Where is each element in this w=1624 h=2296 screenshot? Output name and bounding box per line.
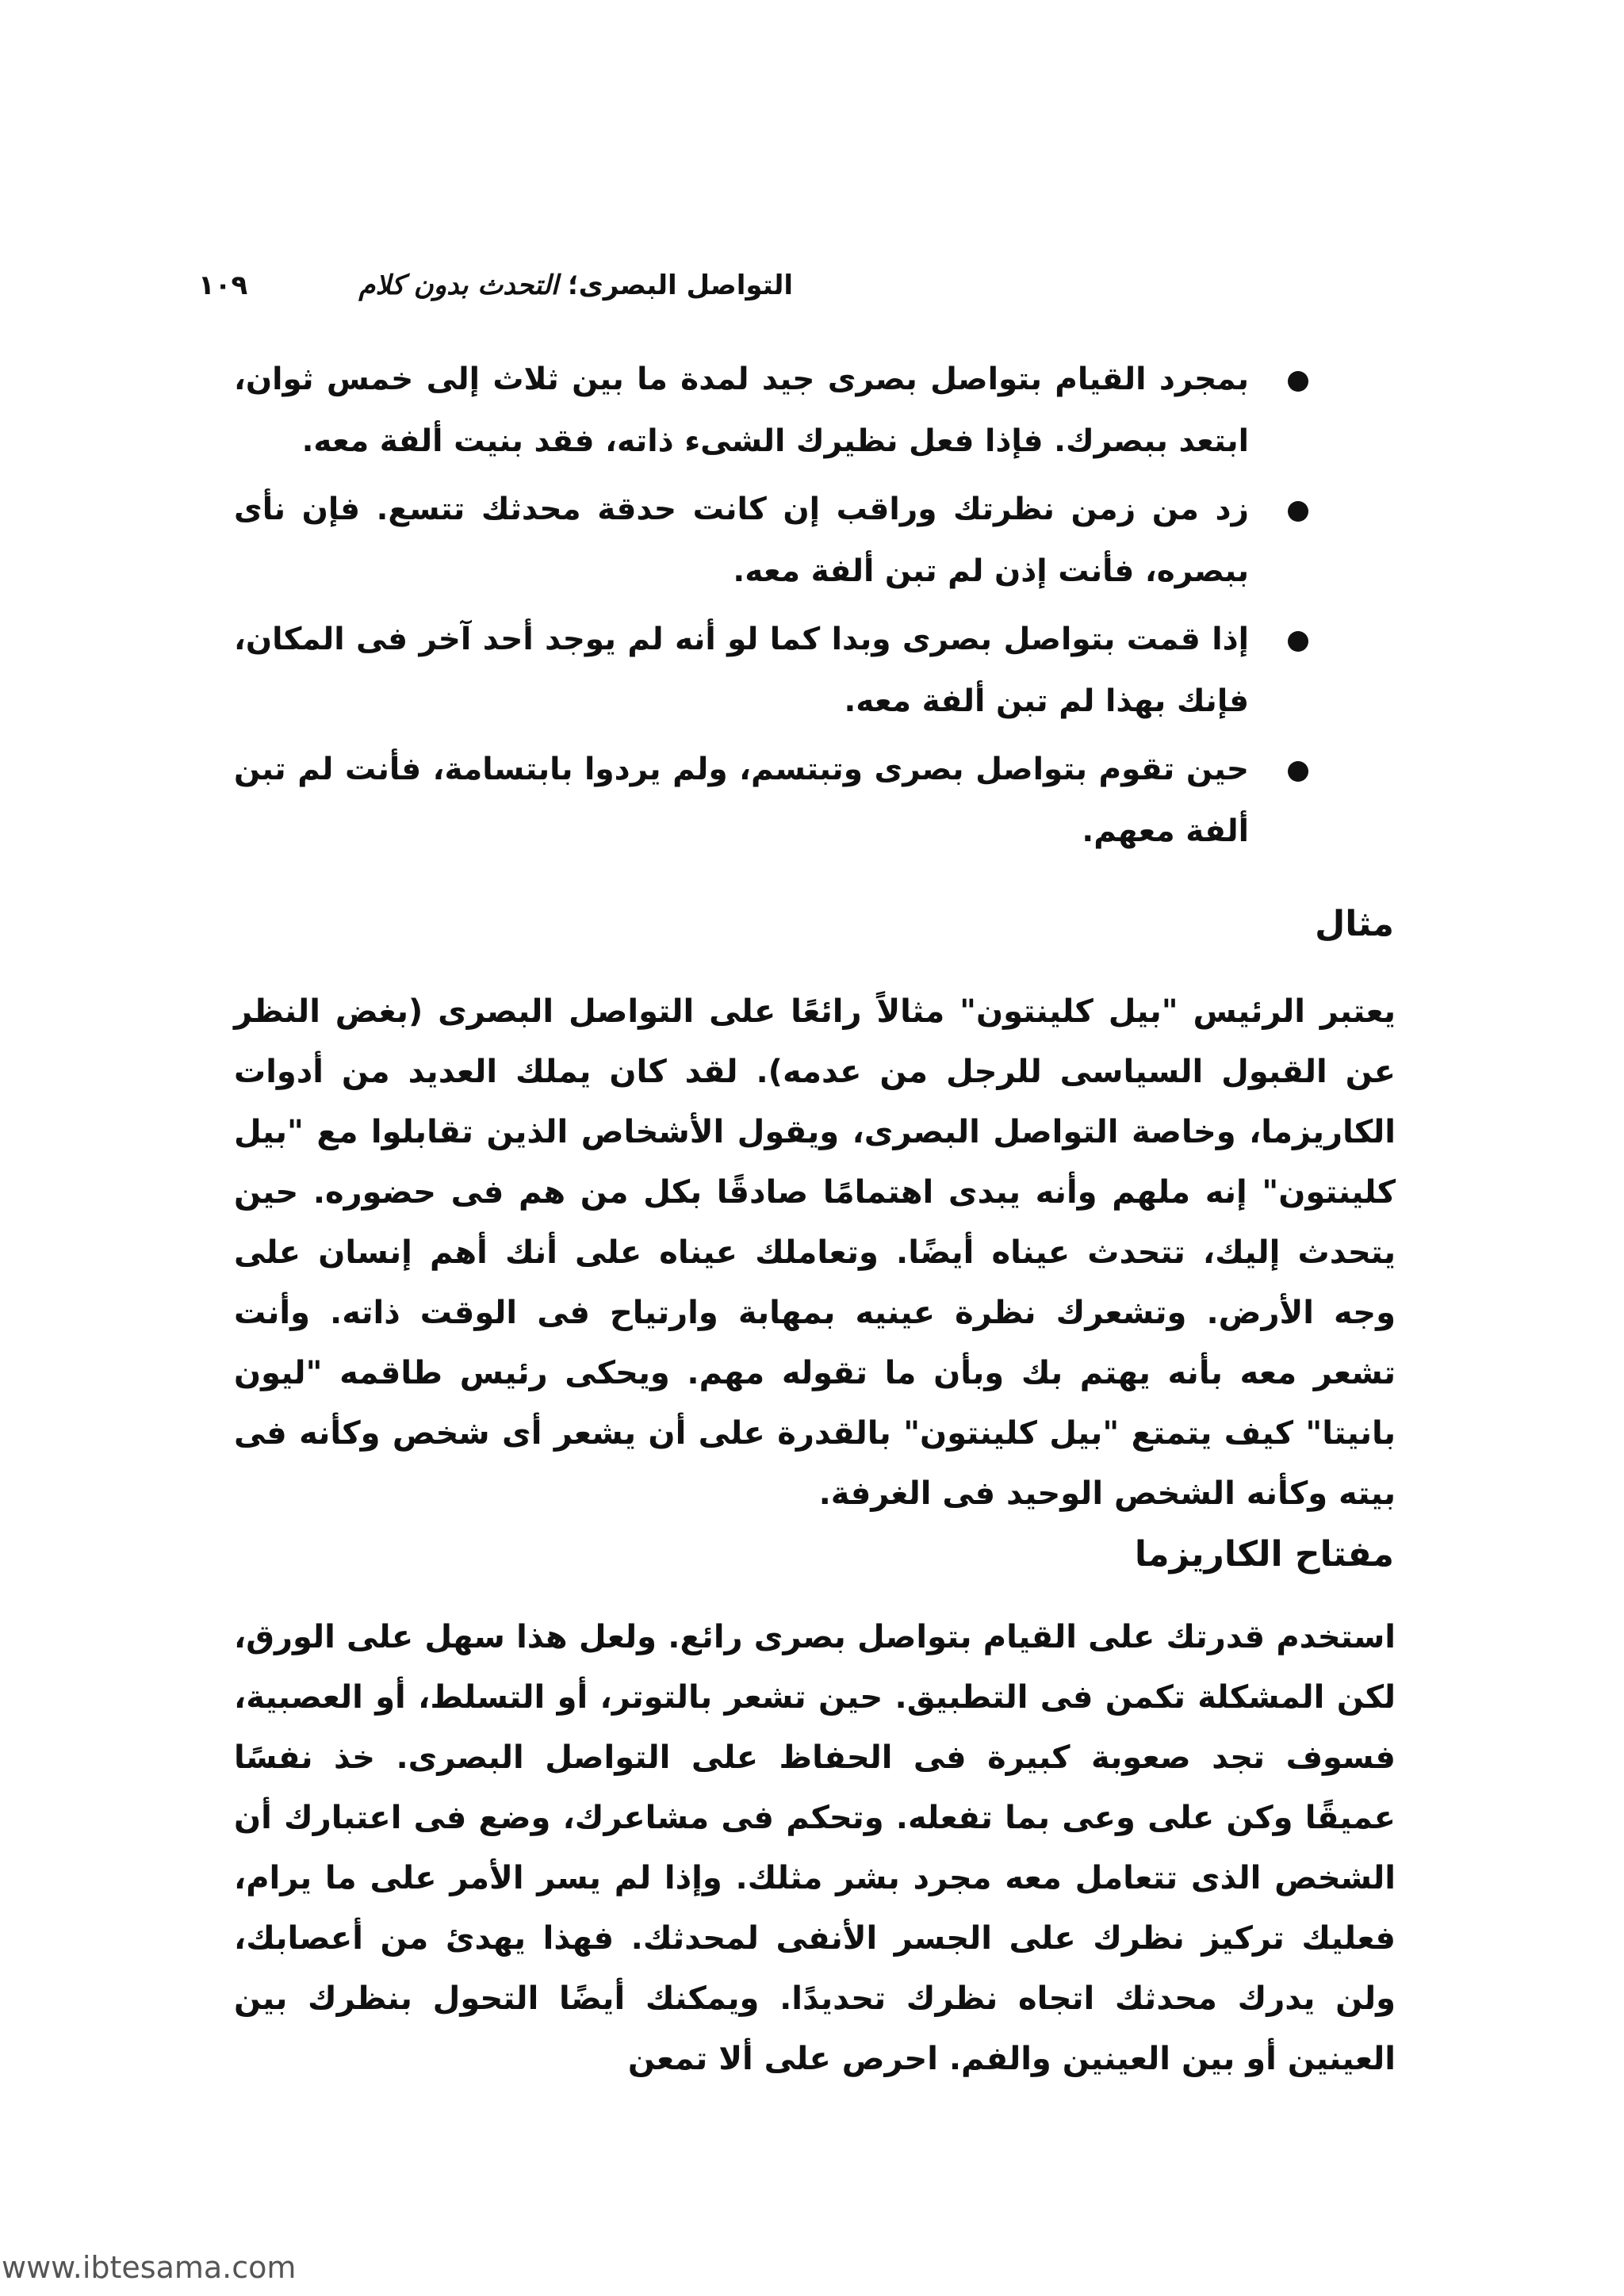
running-title-sub: التحدث بدون كلام [358, 270, 559, 301]
bullet-dot-icon [1288, 371, 1308, 392]
bullet-dot-icon [1288, 631, 1308, 652]
bullet-item [234, 609, 1324, 733]
bullet-dot-icon [1288, 761, 1308, 782]
bullet-dot-icon [1288, 501, 1308, 522]
footer-url: www.ibtesama.com [2, 2250, 297, 2285]
running-title-main: التواصل البصرى؛ [567, 270, 793, 301]
section-heading-example: مثال [1315, 904, 1394, 944]
page-header [198, 262, 793, 309]
bullet-text: بمجرد القيام بتواصل بصرى جيد لمدة ما بين ثلاث إلى خمس ثوان، ابتعد ببصرك. فإذا فعل نظيرك الشىء ذاته، فقد بنيت ألفة معه. [234, 362, 1249, 459]
bullet-item [234, 479, 1324, 603]
bullet-text: إذا قمت بتواصل بصرى وبدا كما لو أنه لم يوجد أحد آخر فى المكان، فإنك بهذا لم تبن ألفة معه. [234, 622, 1249, 719]
bullet-item [234, 349, 1324, 473]
bullet-text: زد من زمن نظرتك وراقب إن كانت حدقة محدثك تتسع. فإن نأى ببصره، فأنت إذن لم تبن ألفة معه. [234, 492, 1249, 589]
bullet-item [234, 739, 1324, 863]
example-paragraph: يعتبر الرئيس "بيل كلينتون" مثالاً رائعًا على التواصل البصرى (بغض النظر عن القبول السياسى للرجل من عدمه). لقد كان يملك العديد من أدوات الكاريزما، وخاصة التواصل البصرى، ويقول الأشخاص الذين تقابلوا مع "بيل كلينتون" إنه ملهم وأنه يبدى اهتمامًا صادقًا بكل من هم فى حضوره. حين يتحدث إليك، تتحدث عيناه أيضًا. وتعاملك عيناه على أنك أهم إنسان على وجه الأرض. وتشعرك نظرة عينيه بمهابة وارتياح فى الوقت ذاته. وأنت تشعر معه بأنه يهتم بك وبأن ما تقوله مهم. ويحكى رئيس طاقمه "ليون بانيتا" كيف يتمتع "بيل كلينتون" بالقدرة على أن يشعر أى شخص وكأنه فى بيته وكأنه الشخص الوحيد فى الغرفة. [234, 993, 1396, 1512]
bullet-list [234, 349, 1324, 869]
running-title [358, 270, 793, 301]
charisma-key-paragraph: استخدم قدرتك على القيام بتواصل بصرى رائع. ولعل هذا سهل على الورق، لكن المشكلة تكمن فى التطبيق. حين تشعر بالتوتر، أو التسلط، أو العصبية، فسوف تجد صعوبة كبيرة فى الحفاظ على التواصل البصرى. خذ نفسًا عميقًا وكن على وعى بما تفعله. وتحكم فى مشاعرك، وضع فى اعتبارك أن الشخص الذى تتعامل معه مجرد بشر مثلك. وإذا لم يسر الأمر على ما يرام، فعليك تركيز نظرك على الجسر الأنفى لمحدثك. فهذا يهدئ من أعصابك، ولن يدرك محدثك اتجاه نظرك تحديدًا. ويمكنك أيضًا التحول بنظرك بين العينين أو بين العينين والفم. احرص على ألا تمعن [234, 1619, 1396, 2077]
bullet-text: حين تقوم بتواصل بصرى وتبتسم، ولم يردوا بابتسامة، فأنت لم تبن ألفة معهم. [234, 752, 1249, 849]
page-number: ١٠٩ [198, 270, 248, 301]
section-heading-charisma-key: مفتاح الكاريزما [1134, 1534, 1394, 1575]
